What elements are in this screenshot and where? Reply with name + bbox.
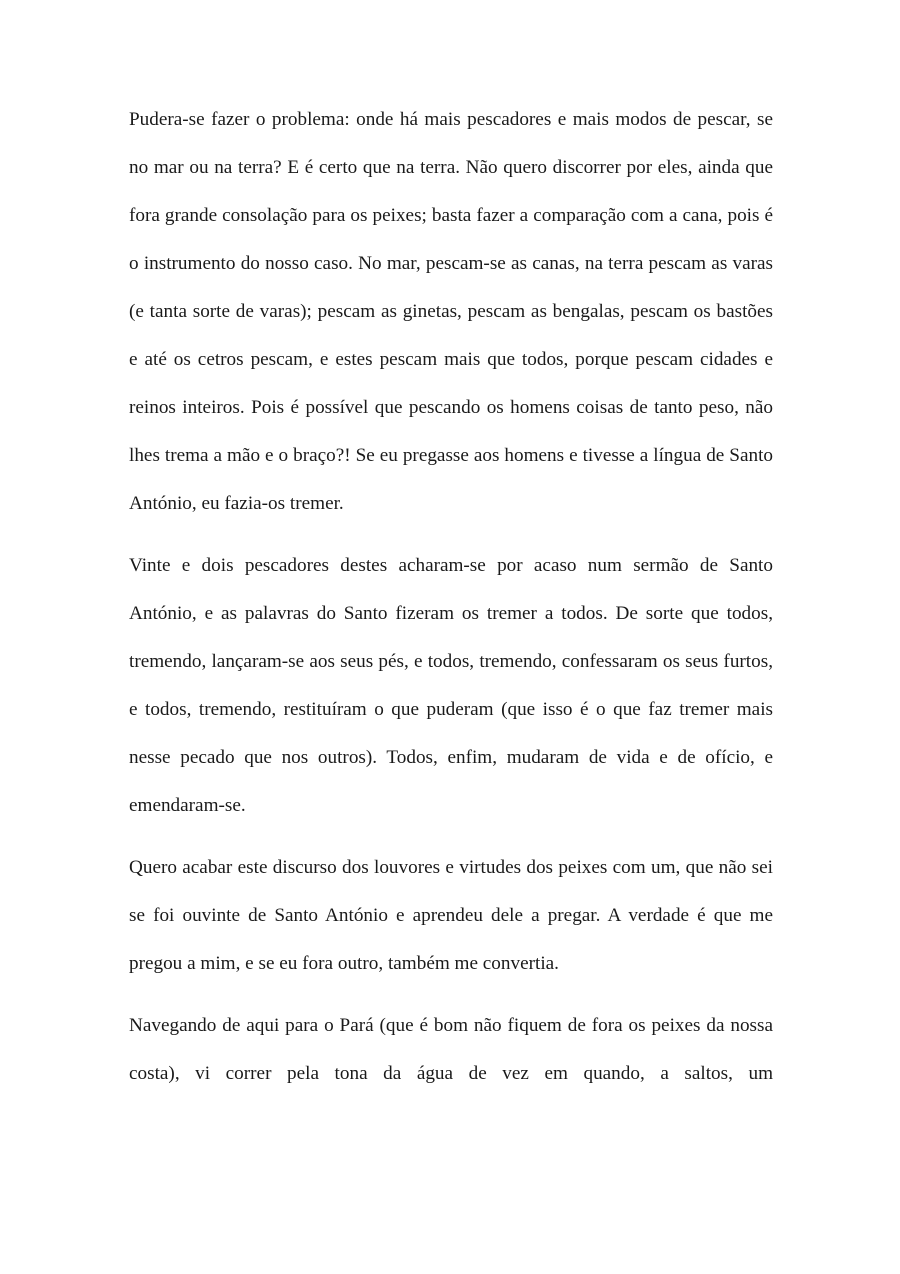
paragraph-4: Navegando de aqui para o Pará (que é bom não fiquem de fora os peixes da nossa costa), vi correr pela tona da água de vez em quando, a saltos, um (129, 1015, 773, 1084)
paragraph-3: Quero acabar este discurso dos louvores e virtudes dos peixes com um, que não sei se foi ouvinte de Santo António e aprendeu dele a pregar. A verdade é que me pregou a mim, e se eu fora outro, também me convertia. (129, 857, 773, 974)
body-text (129, 96, 773, 1112)
paragraph-1: Pudera-se fazer o problema: onde há mais pescadores e mais modos de pescar, se no mar ou na terra? E é certo que na terra. Não quero discorrer por eles, ainda que fora grande consolação para os peixes; basta fazer a comparação com a cana, pois é o instrumento do nosso caso. No mar, pescam-se as canas, na terra pescam as varas (e tanta sorte de varas); pescam as ginetas, pescam as bengalas, pescam os bastões e até os cetros pescam, e estes pescam mais que todos, porque pescam cidades e reinos inteiros. Pois é possível que pescando os homens coisas de tanto peso, não lhes trema a mão e o braço?! Se eu pregasse aos homens e tivesse a língua de Santo António, eu fazia-os tremer. (129, 109, 773, 514)
paragraph-2: Vinte e dois pescadores destes acharam-se por acaso num sermão de Santo António, e as palavras do Santo fizeram os tremer a todos. De sorte que todos, tremendo, lançaram-se aos seus pés, e todos, tremendo, confessaram os seus furtos, e todos, tremendo, restituíram o que puderam (que isso é o que faz tremer mais nesse pecado que nos outros). Todos, enfim, mudaram de vida e de ofício, e emendaram-se. (129, 555, 773, 816)
